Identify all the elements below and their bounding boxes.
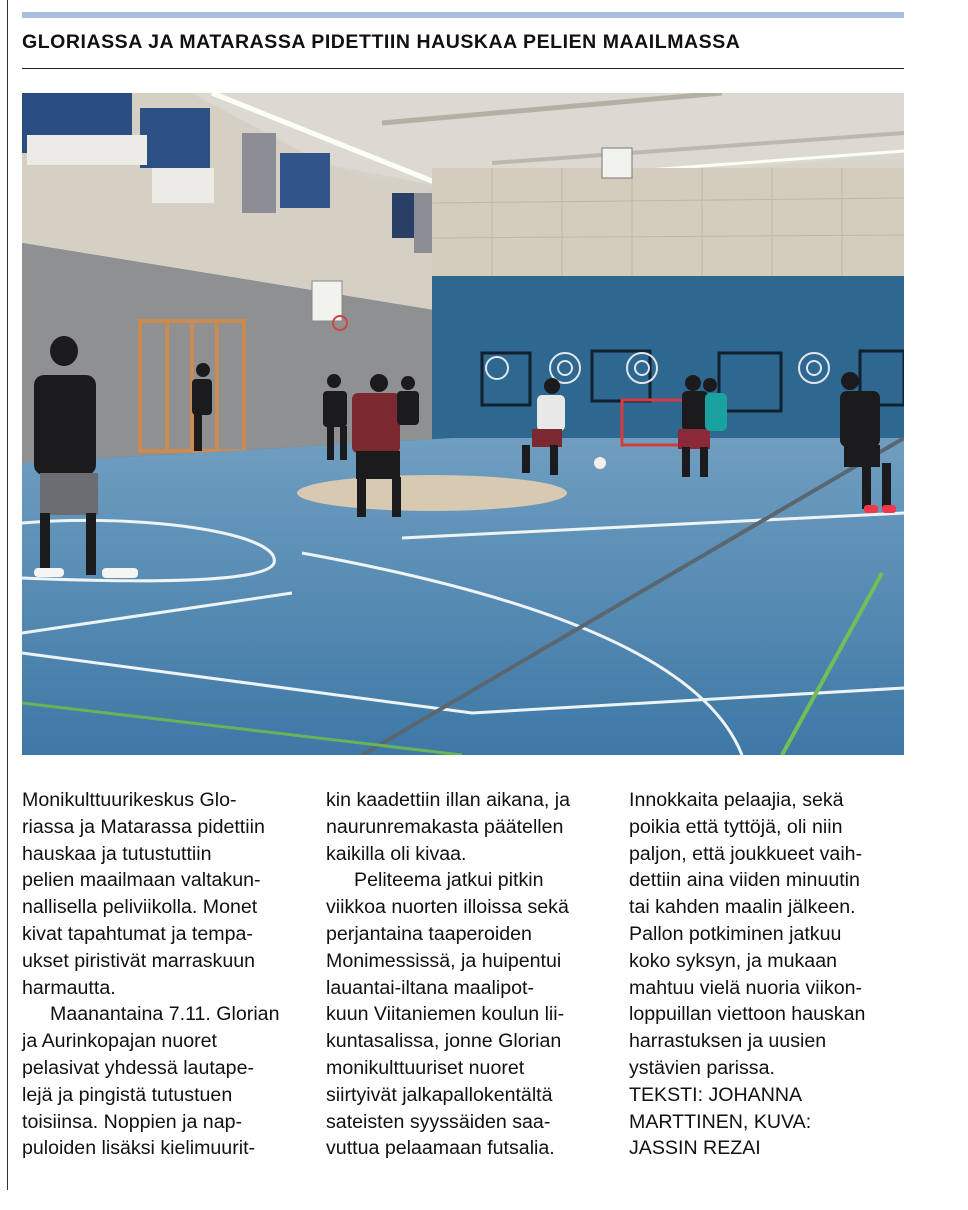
article-column-2 <box>326 787 611 1162</box>
text-line: dettiin aina viiden minuutin <box>629 869 860 892</box>
section-accent-bar <box>22 12 904 18</box>
text-line: mahtuu vielä nuoria viikon- <box>629 976 863 999</box>
text-line: poikia että tyttöjä, oli niin <box>629 815 843 838</box>
byline <box>629 1082 914 1162</box>
text-line: sateisten syyssäiden saa- <box>326 1110 551 1133</box>
text-line: naurunremakasta päätellen <box>326 815 564 838</box>
text-line: harrastuksen ja uusien <box>629 1030 827 1053</box>
text-line: kin kaadettiin illan aikana, ja <box>326 789 570 811</box>
futsal-gym-photo <box>22 93 904 755</box>
text-line: ja Aurinkopajan nuoret <box>22 1030 217 1053</box>
text-line: kuun Viitaniemen koulun lii- <box>326 1003 565 1026</box>
paragraph <box>326 867 611 1162</box>
headline-divider <box>22 68 904 69</box>
text-line: loppuillan viettoon hauskan <box>629 1003 866 1026</box>
text-line: Peliteema jatkui pitkin <box>354 869 544 892</box>
article-headline: GLORIASSA JA MATARASSA PIDETTIIN HAUSKAA PELIEN MAAILMASSA <box>22 31 741 53</box>
paragraph <box>22 1001 307 1162</box>
paragraph <box>326 787 611 867</box>
text-line: Innokkaita pelaajia, sekä <box>629 789 844 811</box>
text-line: kaikilla oli kivaa. <box>326 842 467 865</box>
text-line: kivat tapahtumat ja tempa- <box>22 922 253 945</box>
text-line: Maanantaina 7.11. Glorian <box>50 1003 280 1026</box>
byline-line: TEKSTI: JOHANNA <box>629 1083 803 1106</box>
text-line: perjantaina taaperoiden <box>326 922 532 945</box>
text-line: pelien maailmaan valtakun- <box>22 869 261 892</box>
text-line: siirtyivät jalkapallokentältä <box>326 1083 553 1106</box>
byline-line: JASSIN REZAI <box>629 1137 761 1160</box>
text-line: paljon, että joukkueet vaih- <box>629 842 863 865</box>
text-line: lejä ja pingistä tutustuen <box>22 1083 233 1106</box>
text-line: Monikulttuurikeskus Glo- <box>22 789 237 811</box>
text-line: harmautta. <box>22 976 116 999</box>
text-line: viikkoa nuorten illoissa sekä <box>326 896 569 919</box>
text-line: hauskaa ja tutustuttiin <box>22 842 212 865</box>
text-line: vuttua pelaamaan futsalia. <box>326 1137 555 1160</box>
text-line: tai kahden maalin jälkeen. <box>629 896 856 919</box>
paragraph <box>629 787 914 1082</box>
text-line: ukset piristivät marraskuun <box>22 949 256 972</box>
text-line: pelasivat yhdessä lautape- <box>22 1056 255 1079</box>
text-line: Monimessissä, ja huipentui <box>326 949 562 972</box>
text-line: koko syksyn, ja mukaan <box>629 949 838 972</box>
text-line: riassa ja Matarassa pidettiin <box>22 815 265 838</box>
text-line: monikulttuuriset nuoret <box>326 1056 525 1079</box>
text-line: ystävien parissa. <box>629 1056 775 1079</box>
paragraph <box>22 787 307 1001</box>
left-column-rule <box>7 0 8 1190</box>
text-line: lauantai-iltana maalipot- <box>326 976 535 999</box>
byline-line: MARTTINEN, KUVA: <box>629 1110 812 1133</box>
article-column-3 <box>629 787 914 1162</box>
article-column-1 <box>22 787 307 1162</box>
text-line: toisiinsa. Noppien ja nap- <box>22 1110 243 1133</box>
text-line: Pallon potkiminen jatkuu <box>629 922 842 945</box>
text-line: nallisella peliviikolla. Monet <box>22 896 258 919</box>
text-line: puloiden lisäksi kielimuurit- <box>22 1137 256 1160</box>
text-line: kuntasalissa, jonne Glorian <box>326 1030 562 1053</box>
